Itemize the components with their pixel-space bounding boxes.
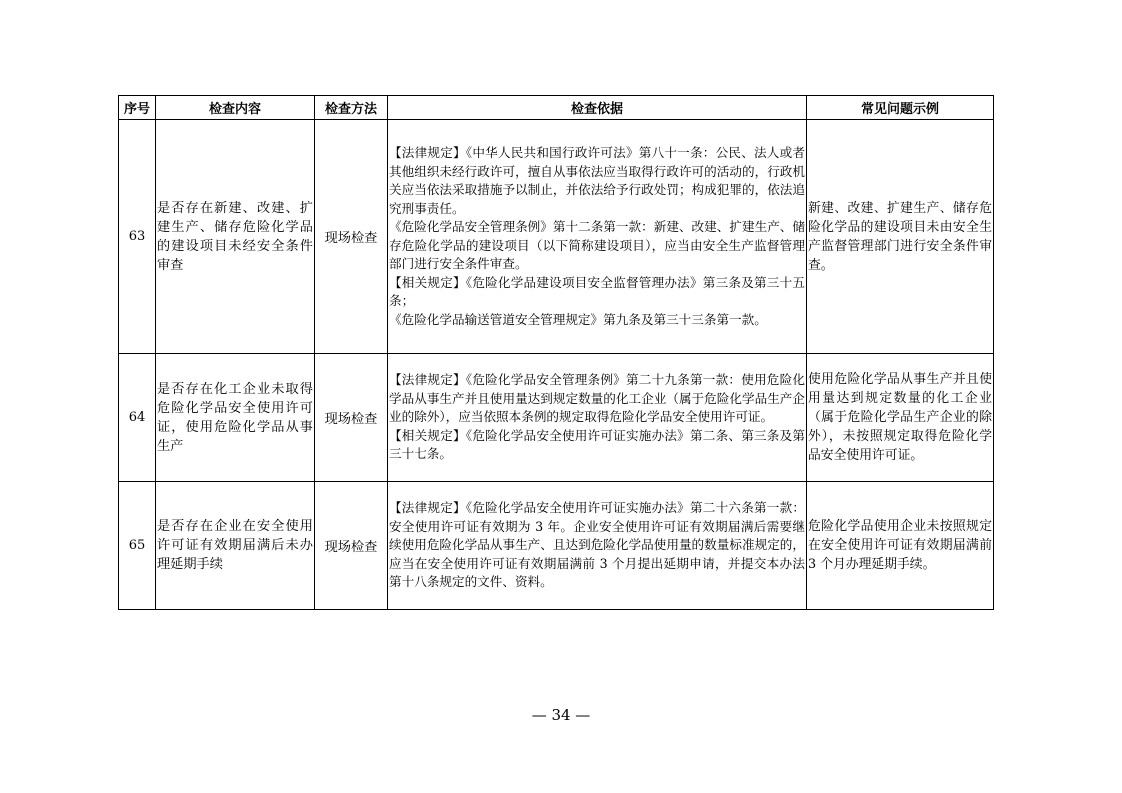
row-inspection-method: 现场检查 — [315, 482, 388, 610]
row-inspection-content: 是否存在化工企业未取得危险化学品安全使用许可证，使用危险化学品从事生产 — [156, 354, 315, 482]
table-row — [119, 482, 994, 610]
page-number: — 34 — — [531, 706, 591, 724]
row-common-issue: 危险化学品使用企业未按照规定在安全使用许可证有效期届满前 3 个月办理延期手续。 — [807, 482, 994, 610]
row-inspection-method: 现场检查 — [315, 120, 388, 354]
header-common-issues: 常见问题示例 — [807, 96, 994, 120]
table-row — [119, 354, 994, 482]
basis-paragraph: 【法律规定】《危险化学品安全使用许可证实施办法》第二十六条第一款：安全使用许可证有效期为 3 年。企业安全使用许可证有效期届满后需要继续使用危险化学品从事生产、且达到危险化学品使用量的数量标准规定的，应当在安全使用许可证有效期届满前 3 个月提出延期申请，并提交本办法第十八条规定的文件、资料。 — [389, 500, 805, 590]
row-inspection-content: 是否存在企业在安全使用许可证有效期届满后未办理延期手续 — [156, 482, 315, 610]
row-serial-number: 64 — [119, 354, 156, 482]
row-inspection-content: 是否存在新建、改建、扩建生产、储存危险化学品的建设项目未经安全条件审查 — [156, 120, 315, 354]
basis-paragraph: 《危险化学品输送管道安全管理规定》第九条及第三十三条第一款。 — [389, 311, 767, 327]
header-inspection-method: 检查方法 — [315, 96, 388, 120]
row-inspection-method: 现场检查 — [315, 354, 388, 482]
basis-paragraph: 【相关规定】《危险化学品安全使用许可证实施办法》第二条、第三条及第三十七条。 — [389, 427, 805, 462]
row-inspection-basis — [388, 354, 807, 482]
table-row — [119, 120, 994, 354]
header-inspection-content: 检查内容 — [156, 96, 315, 120]
header-inspection-basis: 检查依据 — [388, 96, 807, 120]
basis-paragraph: 【法律规定】《危险化学品安全管理条例》第二十九条第一款：使用危险化学品从事生产并且使用量达到规定数量的化工企业（属于危险化学品生产企业的除外），应当依照本条例的规定取得危险化学品安全使用许可证。 — [389, 372, 805, 425]
row-serial-number: 65 — [119, 482, 156, 610]
basis-paragraph: 【相关规定】《危险化学品建设项目安全监督管理办法》第三条及第三十五条； — [389, 274, 805, 308]
row-inspection-basis — [388, 120, 807, 354]
row-serial-number: 63 — [119, 120, 156, 354]
row-common-issue: 新建、改建、扩建生产、储存危险化学品的建设项目未由安全生产监督管理部门进行安全条件审查。 — [807, 120, 994, 354]
basis-paragraph: 【法律规定】《中华人民共和国行政许可法》第八十一条：公民、法人或者其他组织未经行政许可，擅自从事依法应当取得行政许可的活动的，行政机关应当依法采取措施予以制止，并依法给予行政处罚；构成犯罪的，依法追究刑事责任。 — [389, 145, 805, 216]
inspection-table — [118, 95, 994, 610]
basis-paragraph: 《危险化学品安全管理条例》第十二条第一款：新建、改建、扩建生产、储存危险化学品的建设项目（以下简称建设项目），应当由安全生产监督管理部门进行安全条件审查。 — [389, 219, 805, 271]
header-serial-number: 序号 — [119, 96, 156, 120]
row-common-issue: 使用危险化学品从事生产并且使用量达到规定数量的化工企业（属于危险化学品生产企业的除外），未按照规定取得危险化学品安全使用许可证。 — [807, 354, 994, 482]
row-inspection-basis — [388, 482, 807, 610]
table-header-row — [119, 96, 994, 120]
